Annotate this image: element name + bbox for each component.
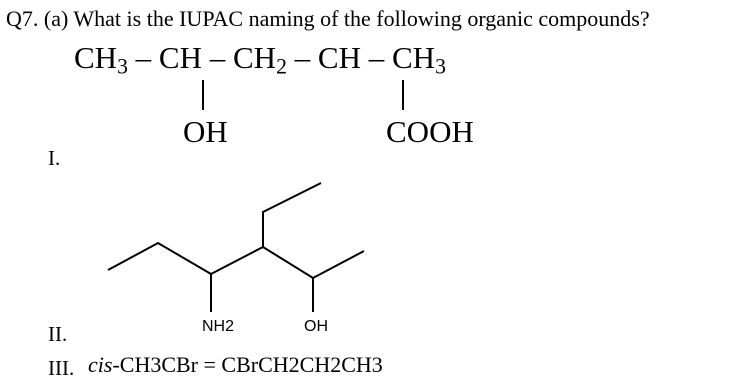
bond-dash: – xyxy=(361,40,392,75)
compound-iii-number: III. xyxy=(48,356,75,380)
bond-dash: – xyxy=(202,40,233,75)
chain-group-ch3-right: $CH_3$ xyxy=(392,40,446,79)
question-text: Q7. (a) What is the IUPAC naming of the following organic compounds? xyxy=(6,6,650,31)
carbon-chain xyxy=(108,243,364,278)
chain-group-ch-1: CH xyxy=(158,40,202,75)
ethyl-branch xyxy=(263,183,321,247)
compound-i-number: I. xyxy=(48,146,61,170)
substituent-oh: OH xyxy=(183,114,228,149)
cis-prefix: cis- xyxy=(88,352,120,377)
chain-group-ch3-left: $CH_3$ xyxy=(74,40,128,79)
label-oh: OH xyxy=(304,318,328,335)
bond-dash: – xyxy=(286,40,318,75)
formula-text: CH3CBr = CBrCH2CH2CH3 xyxy=(119,352,383,377)
label-nh2: NH2 xyxy=(202,318,235,335)
chain-group-ch-2: CH xyxy=(317,40,361,75)
substituent-cooh: COOH xyxy=(386,114,474,149)
chain-group-ch2: $CH_2$ xyxy=(233,40,287,79)
compound-iii-formula xyxy=(88,352,383,378)
compound-ii-number: II. xyxy=(48,322,68,346)
bond-dash: – xyxy=(127,40,159,75)
